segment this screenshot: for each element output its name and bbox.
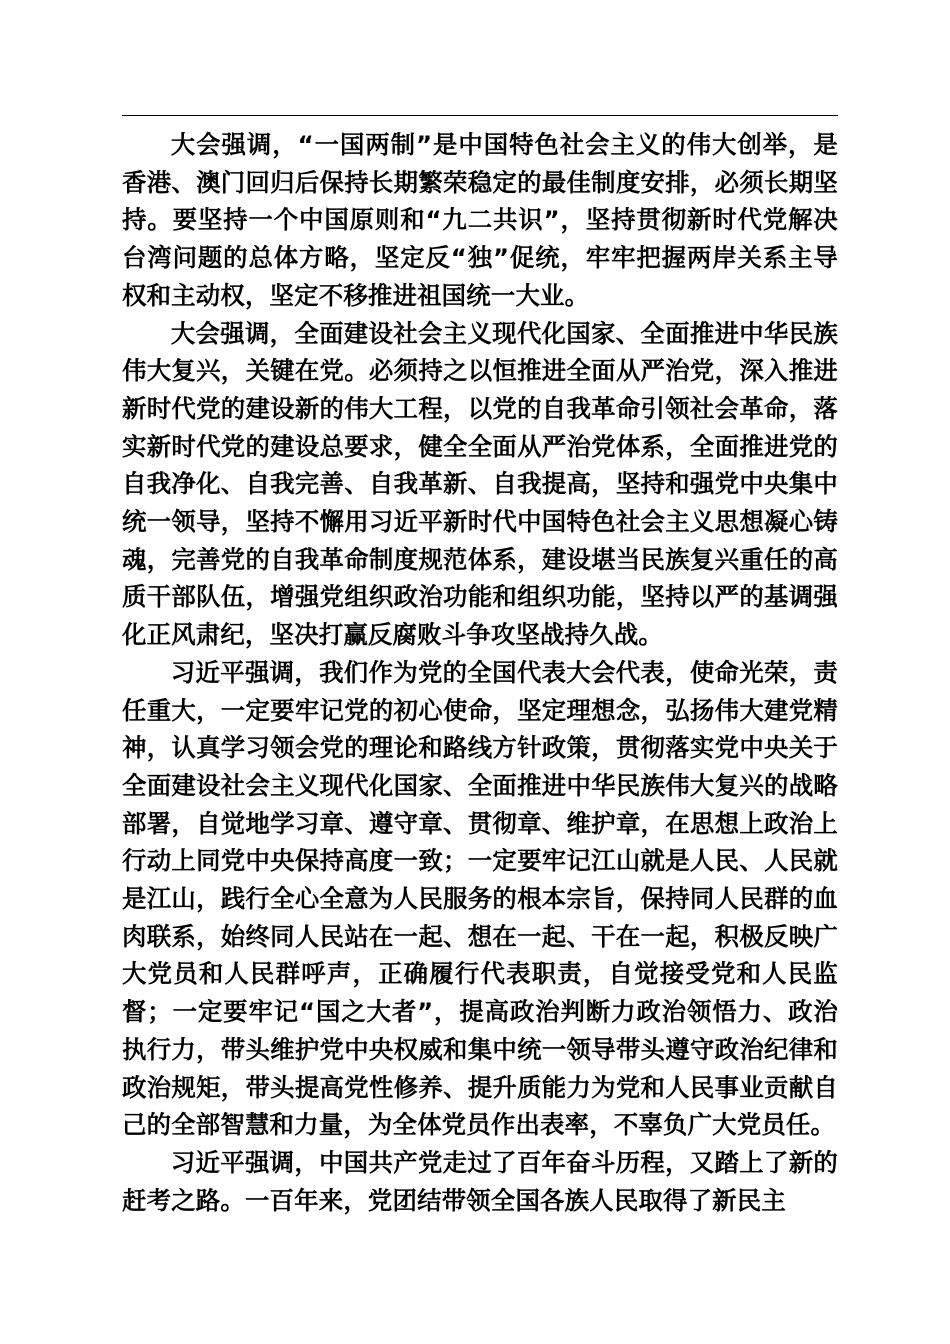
paragraph-party-building: 大会强调，全面建设社会主义现代化国家、全面推进中华民族伟大复兴，关键在党。必须持之以恒推进全面从严治党，深入推进新时代党的建设新的伟大工程，以党的自我革命引领社会革命，落实新时代党的建设总要求，健全全面从严治党体系，全面推进党的自我净化、自我完善、自我革新、自我提高，坚持和强党中央集中统一领导，坚持不懈用习近平新时代中国特色社会主义思想凝心铸魂，完善党的自我革命制度规范体系，建设堪当民族复兴重任的高质干部队伍，增强党组织政治功能和组织功能，坚持以严的基调强化正风肃纪，坚决打赢反腐败斗争攻坚战持久战。 [122,318,838,650]
header-rule [122,115,838,116]
paragraph-delegates-mission: 习近平强调，我们作为党的全国代表大会代表，使命光荣，责任重大，一定要牢记党的初心使命，坚定理想念，弘扬伟大建党精神，认真学习领会党的理论和路线方针政策，贯彻落实党中央关于全面建设社会主义现代化国家、全面推进中华民族伟大复兴的战略部署，自觉地学习章、遵守章、贯彻章、维护章，在思想上政治上行动上同党中央保持高度一致；一定要牢记江山就是人民、人民就是江山，践行全心全意为人民服务的根本宗旨，保持同人民群的血肉联系，始终同人民站在一起、想在一起、干在一起，积极反映广大党员和人民群呼声，正确履行代表职责，自觉接受党和人民监督；一定要牢记“国之大者”，提高政治判断力政治领悟力、政治执行力，带头维护党中央权威和集中统一领导带头遵守政治纪律和政治规矩，带头提高党性修养、提升质能力为党和人民事业贡献自己的全部智慧和力量，为全体党员作出表率，不辜负广大党员任。 [122,657,838,1140]
document-body [122,126,838,1219]
paragraph-one-country-two-systems: 大会强调，“一国两制”是中国特色社会主义的伟大创举，是香港、澳门回归后保持长期繁荣稳定的最佳制度安排，必须长期坚持。要坚持一个中国原则和“九二共识”，坚持贯彻新时代党解决台湾问题的总体方略，坚定反“独”促统，牢牢把握两岸关系主导权和主动权，坚定不移推进祖国统一大业。 [122,130,838,310]
paragraph-century-struggle: 习近平强调，中国共产党走过了百年奋斗历程，又踏上了新的赶考之路。一百年来，党团结带领全国各族人民取得了新民主 [122,1147,838,1215]
